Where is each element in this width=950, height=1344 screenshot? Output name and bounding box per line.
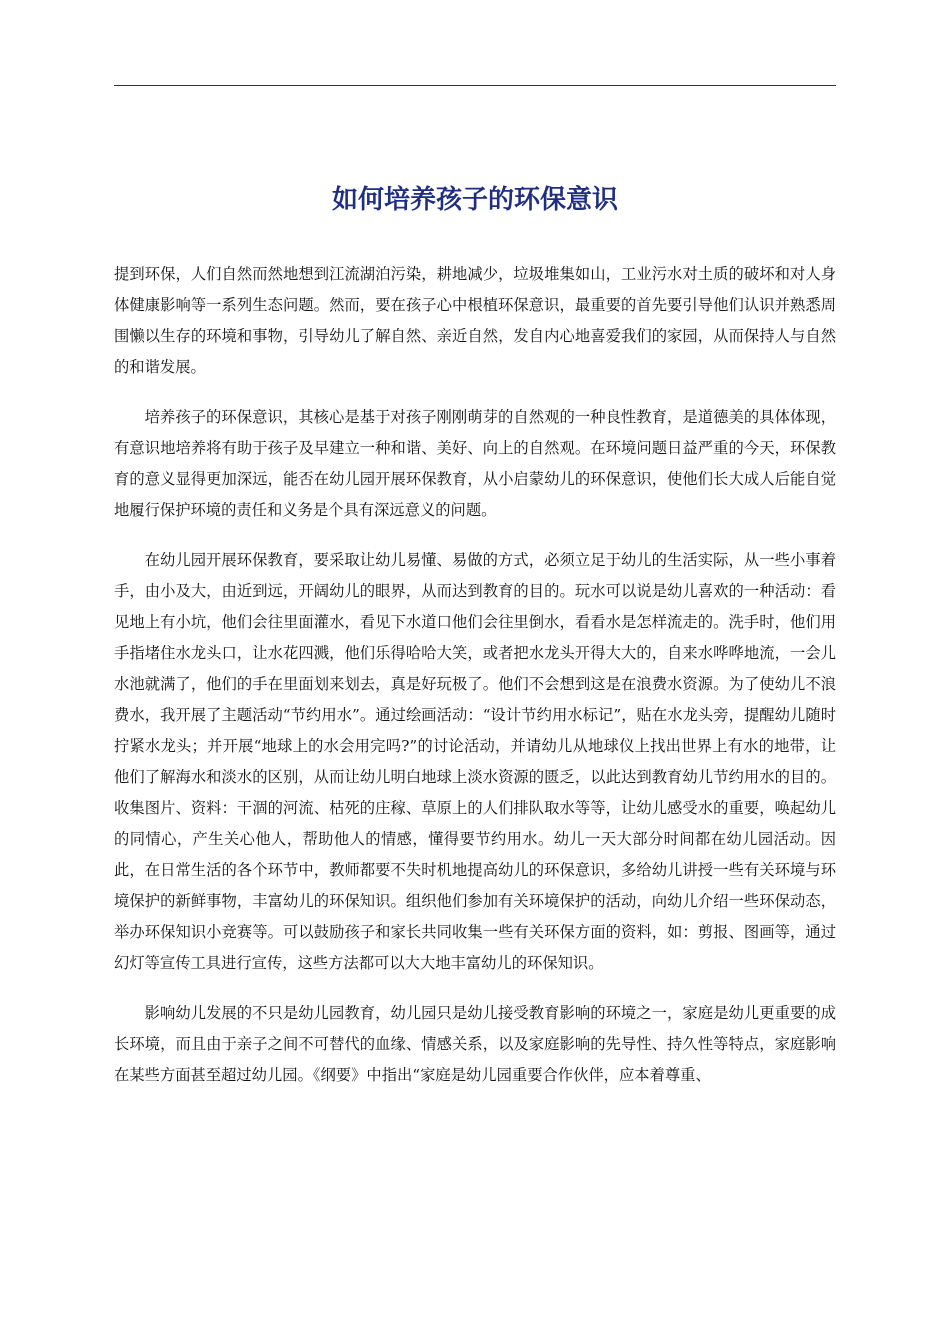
paragraph-1: 提到环保，人们自然而然地想到江流湖泊污染，耕地减少，垃圾堆集如山，工业污水对土质的破坏和对人身体健康影响等一系列生态问题。然而，要在孩子心中根植环保意识，最重要的首先要引导他们认识并熟悉周围懒以生存的环境和事物，引导幼儿了解自然、亲近自然，发自内心地喜爱我们的家园，从而保持人与自然的和谐发展。 — [114, 265, 836, 376]
paragraph-4: 影响幼儿发展的不只是幼儿园教育，幼儿园只是幼儿接受教育影响的环境之一，家庭是幼儿更重要的成长环境，而且由于亲子之间不可替代的血缘、情感关系，以及家庭影响的先导性、持久性等特点，家庭影响在某些方面甚至超过幼儿园。《纲要》中指出“家庭是幼儿园重要合作伙伴，应本着尊重、 — [114, 1004, 836, 1084]
header-rule — [114, 85, 836, 86]
document-body — [114, 259, 836, 1110]
document-title: 如何培养孩子的环保意识 — [331, 185, 618, 215]
paragraph-2: 培养孩子的环保意识，其核心是基于对孩子刚刚萌芽的自然观的一种良性教育，是道德美的具体体现，有意识地培养将有助于孩子及早建立一种和谐、美好、向上的自然观。在环境问题日益严重的今天，环保教育的意义显得更加深远，能否在幼儿园开展环保教育，从小启蒙幼儿的环保意识，使他们长大成人后能自觉地履行保护环境的责任和义务是个具有深远意义的问题。 — [114, 408, 836, 519]
paragraph-3: 在幼儿园开展环保教育，要采取让幼儿易懂、易做的方式，必须立足于幼儿的生活实际，从一些小事着手，由小及大，由近到远，开阔幼儿的眼界，从而达到教育的目的。玩水可以说是幼儿喜欢的一种活动：看见地上有小坑，他们会往里面灌水，看见下水道口他们会往里倒水，看看水是怎样流走的。洗手时，他们用手指堵住水龙头口，让水花四溅，他们乐得哈哈大笑，或者把水龙头开得大大的，自来水哗哗地流，一会儿水池就满了，他们的手在里面划来划去，真是好玩极了。他们不会想到这是在浪费水资源。为了使幼儿不浪费水，我开展了主题活动“节约用水”。通过绘画活动：“设计节约用水标记”，贴在水龙头旁，提醒幼儿随时拧紧水龙头；并开展“地球上的水会用完吗?”的讨论活动，并请幼儿从地球仪上找出世界上有水的地带，让他们了解海水和淡水的区别，从而让幼儿明白地球上淡水资源的匮乏，以此达到教育幼儿节约用水的目的。收集图片、资料：干涸的河流、枯死的庄稼、草原上的人们排队取水等等，让幼儿感受水的重要，唤起幼儿的同情心，产生关心他人，帮助他人的情感，懂得要节约用水。幼儿一天大部分时间都在幼儿园活动。因此，在日常生活的各个环节中，教师都要不失时机地提高幼儿的环保意识，多给幼儿讲授一些有关环境与环境保护的新鲜事物，丰富幼儿的环保知识。组织他们参加有关环境保护的活动，向幼儿介绍一些环保动态，举办环保知识小竞赛等。可以鼓励孩子和家长共同收集一些有关环保方面的资料，如：剪报、图画等，通过幻灯等宣传工具进行宣传，这些方法都可以大大地丰富幼儿的环保知识。 — [114, 551, 836, 972]
